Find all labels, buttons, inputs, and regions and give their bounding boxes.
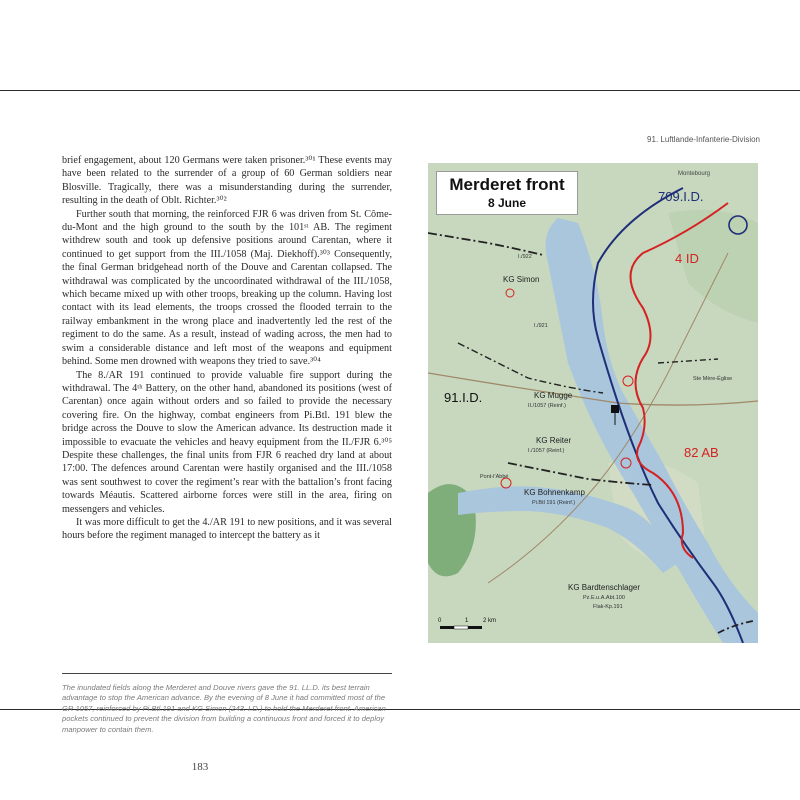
label-kg-bardtenschlager-sub1: Pz.E.u.A.Abt.100 [583, 595, 625, 601]
map-caption: The inundated fields along the Merderet and Douve rivers gave the 91. LL.D. its best terrain advantage to stop the American advance. By the evening of 8 June it had committed most of the GR 1057, reinforced by Pi.Btl.191 and KG Simon (243. I.D.) to hold the Merderet front. American pockets continued to prevent the division from building a continuous front and forced it to deploy manpower to contain them. [62, 683, 386, 734]
label-ste-mere-eglise: Ste Mère-Église [693, 376, 733, 382]
town-marker [623, 376, 633, 386]
label-82-ab: 82 AB [684, 445, 719, 460]
label-709-id: 709.I.D. [658, 189, 704, 204]
label-kg-bardtenschlager-sub2: Flak-Kp.191 [593, 604, 623, 610]
map-date: 8 June [487, 196, 526, 210]
label-kg-bohnenkamp-sub: Pi.Btl 191 (Reinf.) [532, 500, 576, 506]
scale-bar-segment [454, 626, 468, 629]
town-marker [506, 289, 514, 297]
label-i921: I./921 [534, 323, 548, 329]
label-montebourg: Montebourg [678, 171, 711, 177]
body-paragraph: The 8./AR 191 continued to provide valuable fire support during the withdrawal. The 4ᵗʰ Battery, on the other hand, abandoned its positions (west of Carentan) once again without orders and so failed to provide the necessary covering fire. On the highway, combat engineers from Pi.Btl. 191 blew the bridge across the Douve to slow the American advance. Its destruction made it impossible to evacuate the vehicles and heavy equipment from the II./FJR 6.³⁰⁵ Despite these challenges, the final units from FJR 6 reached dry land at about 17:00. The defences around Carentan were hastily organised and the III./1058 was sent southwest to cover the regiment’s rear with the battalion’s front facing towards Méautis. Scattered airborne forces were still in the area, firing on messengers and vehicles. [62, 369, 392, 515]
body-paragraph: It was more difficult to get the 4./AR 191 to new positions, and it was several hours before the regiment managed to intercept the battery as it [62, 516, 392, 542]
label-i922: I./922 [518, 254, 532, 260]
body-text [62, 154, 392, 543]
label-kg-mugge: KG Mugge [534, 391, 573, 400]
body-paragraph: Further south that morning, the reinforced FJR 6 was driven from St. Côme-du-Mont and the high ground to the south by the 101ˢᵗ AB. The regiment withdrew south and took up defensive positions around Carentan, where it continued to get support from the III./1058 (Maj. Diekhoff).³⁰³ Consequently, the final German bridgehead north of the Douve and Carentan collapsed. The withdrawal was complicated by the uncoordinated withdrawal of the III./1058, which became mixed up with other troops, breaking up the column. Having lost contact with its lead elements, the troops crossed the flooded terrain to the railway embankment in the wrong place and inadvertently led the rest of the regiment to do the same. As a result, instead of wading across, the men had to swim a considerable distance and left most of the weapons and equipment behind. Some men drowned with weapons they tried to save.³⁰⁴ [62, 208, 392, 368]
label-kg-bardtenschlager: KG Bardtenschlager [568, 583, 641, 592]
label-kg-reiter: KG Reiter [536, 436, 572, 445]
map-title: Merderet front [449, 175, 565, 194]
label-kg-mugge-sub: II./1057 (Reinf.) [528, 403, 566, 409]
label-kg-bohnenkamp: KG Bohnenkamp [524, 488, 585, 497]
caption-rule [62, 673, 392, 674]
map-title-box [436, 171, 578, 215]
body-paragraph: brief engagement, about 120 Germans were taken prisoner.³⁰¹ These events may have been related to the surrender of a group of 60 German soldiers near Blosville. Tragically, there was a misunderstanding during the surrender, resulting in the death of Oblt. Richter.³⁰² [62, 155, 392, 207]
hq-square-marker [611, 405, 619, 413]
scale-label-1: 1 [465, 618, 469, 624]
scale-label-2km: 2 km [483, 618, 497, 624]
scale-bar-segment [468, 626, 482, 629]
label-kg-simon: KG Simon [503, 275, 540, 284]
scale-label-0: 0 [438, 618, 442, 624]
terrain-patch [668, 210, 758, 323]
scale-bar-segment [440, 626, 454, 629]
running-head: 91. Luftlande-Infanterie-Division [647, 135, 760, 144]
merderet-front-map [428, 163, 758, 643]
page-number: 183 [191, 761, 209, 773]
german-line [658, 359, 718, 363]
label-4-id: 4 ID [675, 251, 699, 266]
label-kg-reiter-sub: I./1057 (Reinf.) [528, 448, 565, 454]
german-line [428, 233, 543, 255]
label-91-id: 91.I.D. [444, 390, 483, 405]
label-pont-labbe: Pont-l’Abbé [480, 474, 509, 480]
